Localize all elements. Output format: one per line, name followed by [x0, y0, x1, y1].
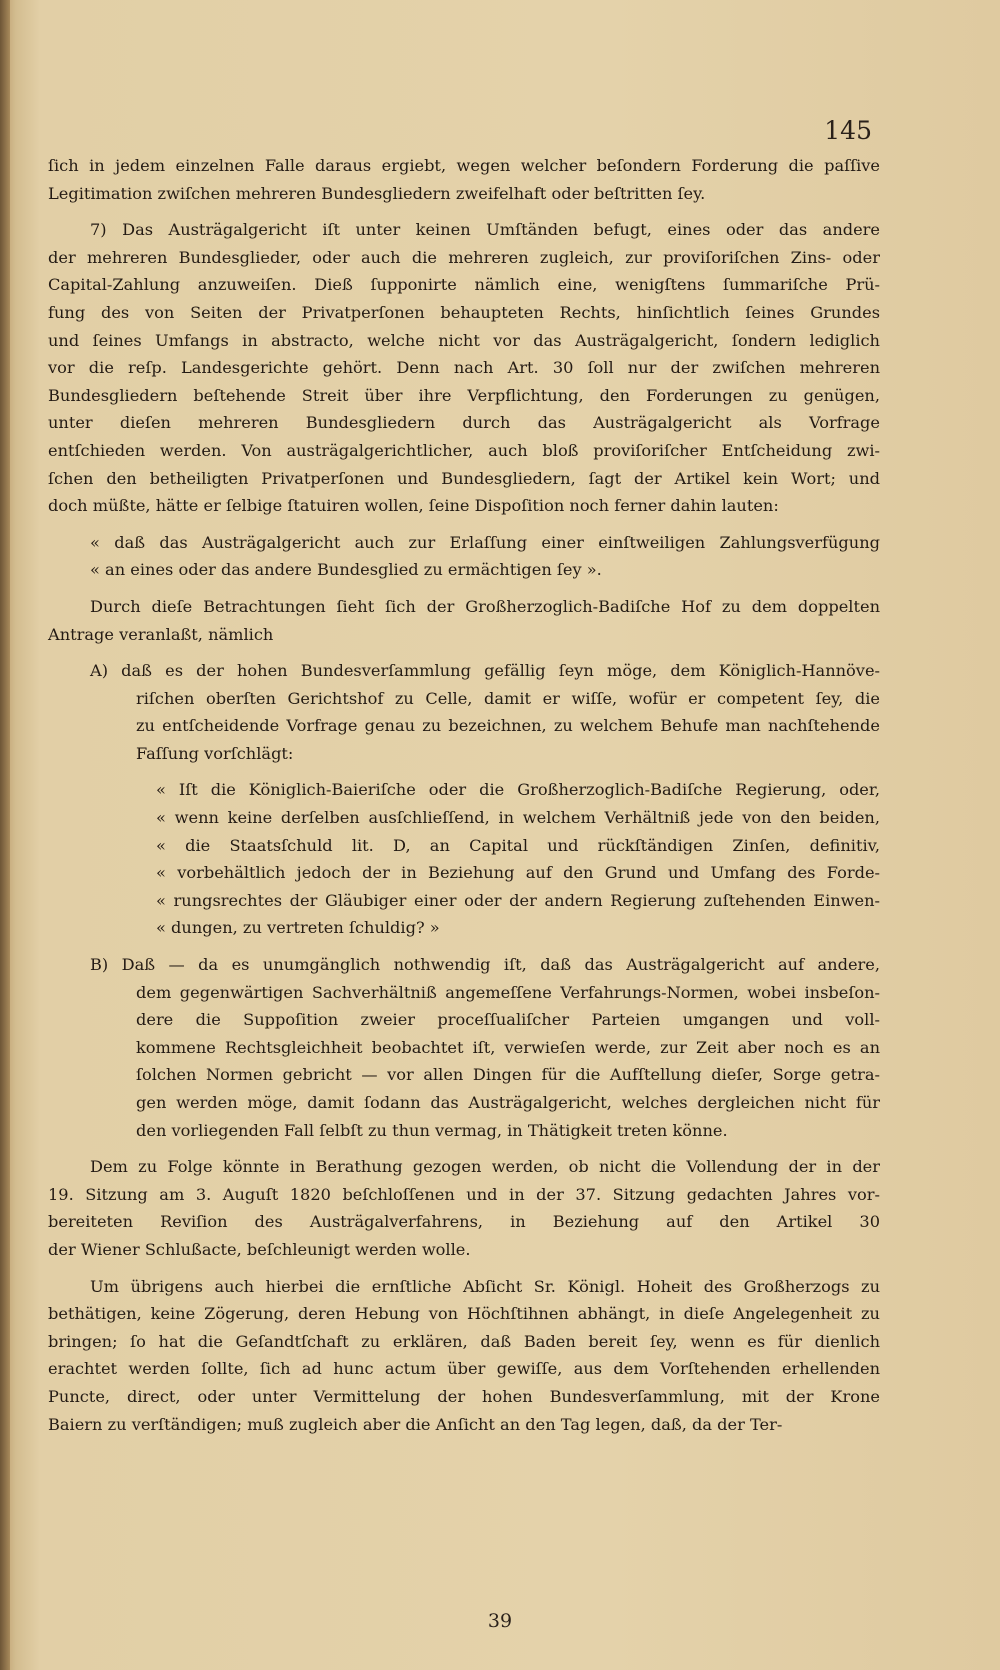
text-line: B) Daß — da es unumgänglich nothwendig iſt, daß das Austrägalgericht auf andere,: [90, 955, 880, 975]
text-line: Faſſung vorſchlägt:: [136, 743, 294, 763]
text-line: Legitimation zwiſchen mehreren Bundesgliedern zweifelhaft oder beſtritten ſey.: [48, 183, 706, 203]
text-line: « dungen, zu vertreten ſchuldig? »: [156, 918, 440, 938]
text-line: Bundesgliedern beſtehende Streit über ihre Verpflichtung, den Forderungen zu genügen,: [48, 385, 880, 405]
paragraph: [48, 776, 880, 942]
text-line: gen werden möge, damit ſodann das Austrägalgericht, welches dergleichen nicht für: [136, 1093, 880, 1112]
text-line: « wenn keine derſelben ausſchlieſſend, in welchem Verhältniß jede von den beiden,: [156, 808, 880, 828]
sheet-signature: 39: [487, 1610, 513, 1632]
text-line: bereiteten Reviſion des Austrägalverfahrens, in Beziehung auf den Artikel 30: [48, 1212, 880, 1232]
paragraph: [48, 152, 880, 207]
text-line: der Wiener Schlußacte, beſchleunigt werden wolle.: [48, 1239, 471, 1259]
text-line: Dem zu Folge könnte in Berathung gezogen werden, ob nicht die Vollendung der in der: [90, 1157, 880, 1177]
text-line: 19. Sitzung am 3. Auguſt 1820 beſchloſſenen und in der 37. Sitzung gedachten Jahres vor-: [48, 1184, 880, 1204]
text-line: entſchieden werden. Von austrägalgerichtlicher, auch bloß proviſoriſcher Entſcheidung zwi-: [48, 440, 880, 460]
paragraph: [48, 593, 880, 648]
page-number: 145: [824, 116, 872, 145]
paragraph: [48, 216, 880, 520]
text-line: zu entſcheidende Vorfrage genau zu bezeichnen, zu welchem Behufe man nachſtehende: [136, 716, 880, 736]
paragraph: [48, 529, 880, 584]
paragraph: [48, 657, 880, 767]
text-line: 7) Das Austrägalgericht iſt unter keinen Umſtänden befugt, eines oder das andere: [90, 220, 880, 240]
paragraph: [48, 1153, 880, 1263]
text-line: und ſeines Umfangs in abstracto, welche nicht vor das Austrägalgericht, ſondern lediglich: [48, 330, 880, 350]
text-line: ſolchen Normen gebricht — vor allen Dingen für die Aufſtellung dieſer, Sorge getra-: [136, 1065, 880, 1085]
text-line: Durch dieſe Betrachtungen ſieht ſich der Großherzoglich-Badiſche Hof zu dem doppelten: [90, 596, 880, 616]
text-line: bringen; ſo hat die Geſandtſchaft zu erklären, daß Baden bereit ſey, wenn es für dienlich: [48, 1331, 880, 1351]
text-line: « Iſt die Königlich-Baieriſche oder die Großherzoglich-Badiſche Regierung, oder,: [156, 780, 880, 800]
text-line: riſchen oberſten Gerichtshof zu Celle, damit er wiſſe, wofür er competent ſey, die: [136, 688, 880, 708]
text-line: Capital-Zahlung anzuweiſen. Dieß ſupponirte nämlich eine, wenigſtens ſummariſche Prü-: [48, 275, 880, 295]
text-line: Um übrigens auch hierbei die ernſtliche Abſicht Sr. Königl. Hoheit des Großherzogs zu: [90, 1276, 880, 1296]
text-line: kommene Rechtsgleichheit beobachtet iſt, verwieſen werde, zur Zeit aber noch es an: [136, 1037, 880, 1057]
text-line: « an eines oder das andere Bundesglied zu ermächtigen ſey ».: [90, 560, 602, 580]
text-line: dem gegenwärtigen Sachverhältniß angemeſſene Verfahrungs-Normen, wobei insbeſon-: [136, 982, 880, 1002]
paragraph: [48, 951, 880, 1144]
text-line: A) daß es der hohen Bundesverſammlung gefällig ſeyn möge, dem Königlich-Hannöve-: [90, 661, 880, 681]
text-line: bethätigen, keine Zögerung, deren Hebung von Höchſtihnen abhängt, in dieſe Angelegenheit zu: [48, 1304, 880, 1324]
text-line: Antrage veranlaßt, nämlich: [48, 624, 274, 644]
text-line: Puncte, direct, oder unter Vermittelung der hohen Bundesverſammlung, mit der Krone: [48, 1386, 880, 1406]
text-line: ſich in jedem einzelnen Falle daraus ergiebt, wegen welcher beſondern Forderung die paſſive: [48, 156, 880, 175]
text-line: vor die reſp. Landesgerichte gehört. Denn nach Art. 30 ſoll nur der zwiſchen mehreren: [48, 358, 880, 378]
text-line: ſchen den betheiligten Privatperſonen und Bundesgliedern, ſagt der Artikel kein Wort; und: [48, 468, 880, 488]
text-line: erachtet werden ſollte, ſich ad hunc actum über gewiſſe, aus dem Vorſtehenden erhellenden: [48, 1359, 880, 1379]
text-line: « vorbehältlich jedoch der in Beziehung auf den Grund und Umfang des Forde-: [156, 863, 880, 883]
text-line: fung des von Seiten der Privatperſonen behaupteten Rechts, hinſichtlich ſeines Grundes: [48, 302, 880, 322]
text-line: « rungsrechtes der Gläubiger einer oder der andern Regierung zuſtehenden Einwen-: [156, 890, 880, 910]
text-line: der mehreren Bundesglieder, oder auch die mehreren zugleich, zur proviſoriſchen Zins- oder: [48, 247, 880, 267]
text-line: « die Staatsſchuld lit. D, an Capital und rückſtändigen Zinſen, definitiv,: [156, 835, 880, 855]
text-line: den vorliegenden Fall ſelbſt zu thun vermag, in Thätigkeit treten könne.: [136, 1120, 728, 1140]
paragraph: [48, 1273, 880, 1439]
text-line: « daß das Austrägalgericht auch zur Erlaſſung einer einſtweiligen Zahlungsverfügung: [90, 532, 880, 552]
text-line: Baiern zu verſtändigen; muß zugleich aber die Anſicht an den Tag legen, daß, da der Ter-: [48, 1414, 783, 1434]
text-line: unter dieſen mehreren Bundesgliedern durch das Austrägalgericht als Vorfrage: [48, 413, 880, 433]
body-text: [48, 152, 880, 1447]
text-line: dere die Suppoſition zweier proceſſualiſcher Parteien umgangen und voll-: [136, 1010, 880, 1030]
text-line: doch müßte, hätte er ſelbige ſtatuiren wollen, ſeine Dispoſition noch ferner dahin lauten:: [48, 496, 779, 516]
book-spine-shadow: [0, 0, 10, 1670]
